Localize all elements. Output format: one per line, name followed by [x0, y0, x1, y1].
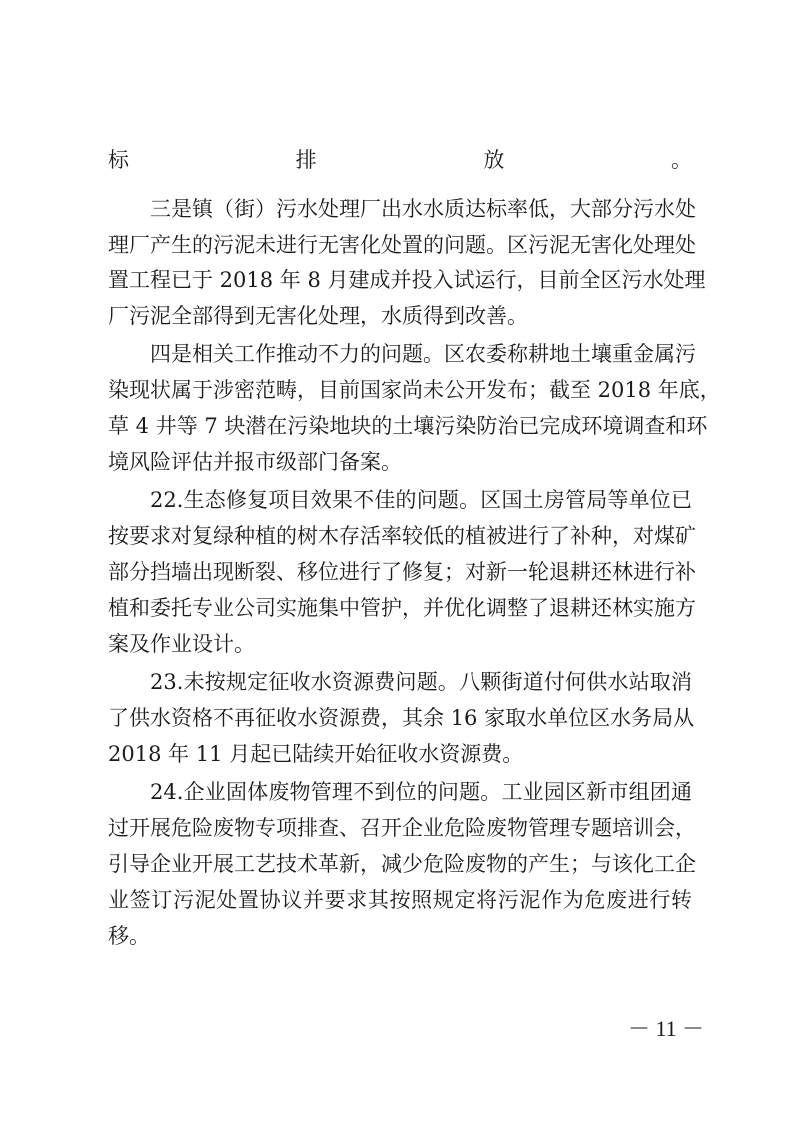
text-line: 标排放。 [108, 148, 692, 172]
text-line: 过开展危险废物专项排查、召开企业危险废物管理专题培训会， [108, 816, 696, 840]
text-line: 23.未按规定征收水资源费问题。八颗街道付何供水站取消 [150, 670, 692, 694]
text-line: 案及作业设计。 [108, 632, 255, 656]
text-line: 引导企业开展工艺技术革新，减少危险废物的产生；与该化工企 [108, 852, 696, 876]
text-line: 四是相关工作推动不力的问题。区农委称耕地土壤重金属污 [150, 342, 696, 366]
text-line: 22.生态修复项目效果不佳的问题。区国土房管局等单位已 [150, 488, 692, 512]
text-line: 厂污泥全部得到无害化处理，水质得到改善。 [108, 304, 528, 328]
text-line: 业签订污泥处置协议并要求其按照规定将污泥作为危废进行转 [108, 888, 692, 912]
text-line: 境风险评估并报市级部门备案。 [108, 450, 402, 474]
text-line: 植和委托专业公司实施集中管护，并优化调整了退耕还林实施方 [108, 596, 696, 620]
text-line: 了供水资格不再征收水资源费，其余 16 家取水单位区水务局从 [108, 706, 695, 730]
text-line: 移。 [108, 924, 150, 948]
text-line: 24.企业固体废物管理不到位的问题。工业园区新市组团通 [150, 780, 692, 804]
text-line: 按要求对复绿种植的树木存活率较低的植被进行了补种，对煤矿 [108, 524, 696, 548]
text-line: 三是镇（街）污水处理厂出水水质达标率低，大部分污水处 [150, 197, 696, 221]
text-line: 部分挡墙出现断裂、移位进行了修复；对新一轮退耕还林进行补 [108, 560, 696, 584]
page-number: － 11 － [628, 1016, 705, 1041]
text-line: 染现状属于涉密范畴，目前国家尚未公开发布；截至 2018 年底， [108, 378, 721, 402]
text-line: 草 4 井等 7 块潜在污染地块的土壤污染防治已完成环境调查和环 [108, 414, 708, 438]
text-line: 置工程已于 2018 年 8 月建成并投入试运行，目前全区污水处理 [108, 268, 706, 292]
text-line: 理厂产生的污泥未进行无害化处置的问题。区污泥无害化处理处 [108, 233, 696, 257]
text-line: 2018 年 11 月起已陆续开始征收水资源费。 [108, 742, 524, 766]
